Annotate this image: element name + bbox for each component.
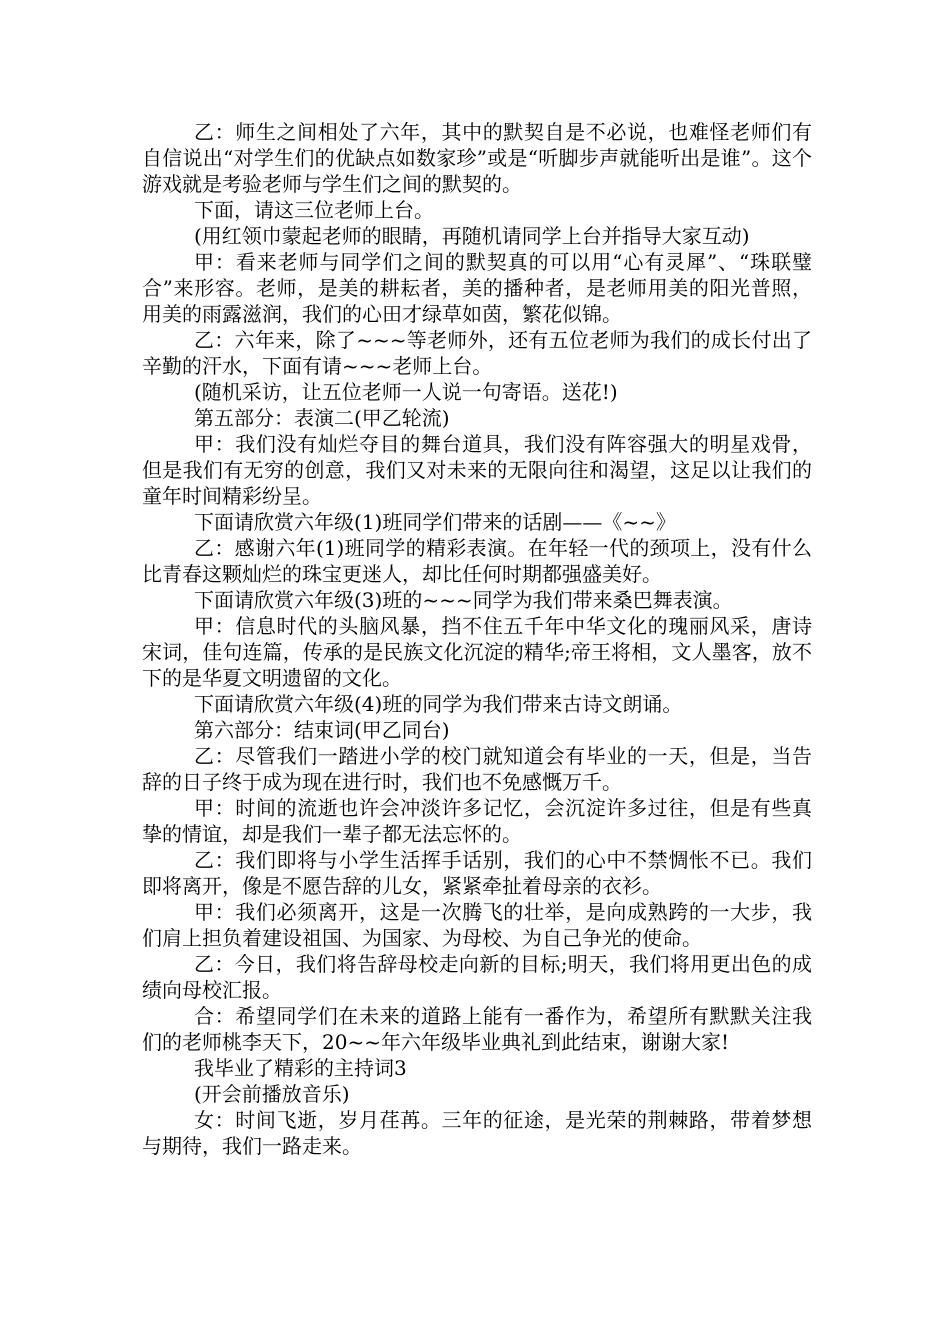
section-heading-part-five: 第五部分：表演二(甲乙轮流) xyxy=(194,406,450,430)
document-body xyxy=(142,119,812,1159)
paragraph-18: 甲：我们必须离开，这是一次腾飞的壮举，是向成熟跨的一大步，我们肩上担负着建设祖国、为国家、为母校、为自己争光的使命。 xyxy=(142,900,812,950)
paragraph-11: 下面请欣赏六年级(3)班的~~~同学为我们带来桑巴舞表演。 xyxy=(194,588,733,612)
paragraph-16: 甲：时间的流逝也许会冲淡许多记忆，会沉淀许多过往，但是有些真挚的情谊，却是我们一辈子都无法忘怀的。 xyxy=(142,796,812,846)
paragraph-23: 女：时间飞逝，岁月荏苒。三年的征途，是光荣的荆棘路，带着梦想与期待，我们一路走来。 xyxy=(142,1108,812,1158)
section-title-host-script-3: 我毕业了精彩的主持词3 xyxy=(194,1056,407,1080)
paragraph-12: 甲：信息时代的头脑风暴，挡不住五千年中华文化的瑰丽风采，唐诗宋词，佳句连篇，传承的是民族文化沉淀的精华;帝王将相，文人墨客，放不下的是华夏文明遗留的文化。 xyxy=(142,614,812,690)
paragraph-6: (随机采访，让五位老师一人说一句寄语。送花!) xyxy=(194,380,618,404)
paragraph-22: (开会前播放音乐) xyxy=(194,1082,350,1106)
paragraph-1: 乙：师生之间相处了六年，其中的默契自是不必说，也难怪老师们有自信说出“对学生们的优缺点如数家珍”或是“听脚步声就能听出是谁”。这个游戏就是考验老师与学生们之间的默契的。 xyxy=(142,120,812,196)
paragraph-10: 乙：感谢六年(1)班同学的精彩表演。在年轻一代的颈项上，没有什么比青春这颗灿烂的珠宝更迷人，却比任何时期都强盛美好。 xyxy=(142,536,812,586)
paragraph-17: 乙：我们即将与小学生活挥手话别，我们的心中不禁惆怅不已。我们即将离开，像是不愿告辞的儿女，紧紧牵扯着母亲的衣衫。 xyxy=(142,848,812,898)
paragraph-8: 甲：我们没有灿烂夺目的舞台道具，我们没有阵容强大的明星戏骨，但是我们有无穷的创意，我们又对未来的无限向往和渴望，这足以让我们的童年时间精彩纷呈。 xyxy=(142,432,812,508)
paragraph-4: 甲：看来老师与同学们之间的默契真的可以用“心有灵犀”、“珠联璧合”来形容。老师，是美的耕耘者，美的播种者，是老师用美的阳光普照，用美的雨露滋润，我们的心田才绿草如茵，繁花似锦。 xyxy=(142,250,812,326)
paragraph-2: 下面，请这三位老师上台。 xyxy=(194,198,434,222)
paragraph-20: 合：希望同学们在未来的道路上能有一番作为，希望所有默默关注我们的老师桃李天下，20~~年六年级毕业典礼到此结束，谢谢大家! xyxy=(142,1004,812,1054)
paragraph-13: 下面请欣赏六年级(4)班的同学为我们带来古诗文朗诵。 xyxy=(194,692,683,716)
paragraph-15: 乙：尽管我们一踏进小学的校门就知道会有毕业的一天，但是，当告辞的日子终于成为现在进行时，我们也不免感慨万千。 xyxy=(142,744,812,794)
section-heading-part-six: 第六部分：结束词(甲乙同台) xyxy=(194,718,450,742)
paragraph-9: 下面请欣赏六年级(1)班同学们带来的话剧——《~~》 xyxy=(194,510,676,534)
paragraph-5: 乙：六年来，除了~~~等老师外，还有五位老师为我们的成长付出了辛勤的汗水，下面有请~~~老师上台。 xyxy=(142,328,812,378)
paragraph-3: (用红领巾蒙起老师的眼睛，再随机请同学上台并指导大家互动) xyxy=(194,224,750,248)
paragraph-19: 乙：今日，我们将告辞母校走向新的目标;明天，我们将用更出色的成绩向母校汇报。 xyxy=(142,952,812,1002)
